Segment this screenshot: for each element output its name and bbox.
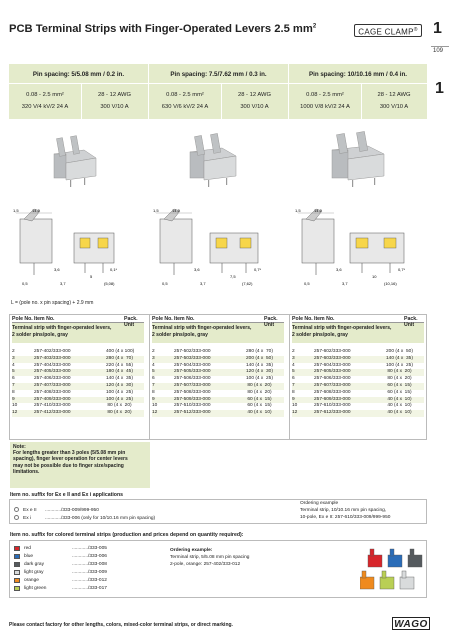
color-suffix-code: ............/333-005 xyxy=(72,546,107,551)
pack-unit: 60 (4 x 15) xyxy=(246,403,272,409)
cage-clamp-badge: CAGE CLAMP® xyxy=(354,24,422,37)
circle-icon xyxy=(14,515,19,520)
color-name: light gray xyxy=(24,570,44,575)
item-number: 257-402/333-000 xyxy=(34,349,71,354)
page-number: 109 xyxy=(433,48,444,54)
color-swatch xyxy=(14,562,20,567)
dim-label: 3,6 xyxy=(54,267,60,272)
product-photo-5mm xyxy=(40,128,110,188)
pole-number: 8 xyxy=(12,389,15,395)
spec-col-5mm xyxy=(9,64,148,119)
header-pack: Pack. Unit xyxy=(124,316,138,328)
color-swatch xyxy=(14,578,20,583)
pack-unit: 80 (4 x 20) xyxy=(246,382,272,388)
table-column xyxy=(152,314,284,417)
ordering-line: 2-pole, orange: 257-402/333-012 xyxy=(170,562,241,567)
table-row xyxy=(12,390,144,397)
description-line: 2 solder pins/pole, gray xyxy=(292,331,348,338)
pack-unit: 200 (4 x 50) xyxy=(386,349,413,354)
dim-label: (5,08) xyxy=(104,281,115,286)
dim-label: 3,7 xyxy=(200,281,206,286)
pack-unit: 100 (4 x 25) xyxy=(106,389,133,395)
table-row xyxy=(292,410,424,417)
table-row xyxy=(12,410,144,417)
ex-suffix-title: Item no. suffix for Ex e II and Ex i applications xyxy=(10,492,123,498)
color-row xyxy=(14,562,107,569)
description-line: Terminal strip with finger-operated levers, xyxy=(12,325,112,331)
pole-number: 4 xyxy=(292,362,295,368)
pack-unit: 100 (4 x 25) xyxy=(246,376,273,382)
pole-number: 10 xyxy=(292,403,298,409)
note-line: spacing), finger lever operation for center levers xyxy=(13,456,128,463)
item-number: 257-606/333-000 xyxy=(314,376,351,382)
pole-number: 12 xyxy=(152,410,158,416)
item-number: 257-409/333-000 xyxy=(34,396,71,402)
pack-unit: 60 (4 x 15) xyxy=(386,382,412,388)
item-number: 257-502/333-000 xyxy=(174,349,211,354)
pole-number: 5 xyxy=(292,369,295,375)
pole-number: 9 xyxy=(152,396,155,402)
pack-unit: 40 (4 x 10) xyxy=(246,410,272,416)
dim-label: 0,5 xyxy=(22,281,28,286)
pole-number: 3 xyxy=(292,355,295,361)
divider xyxy=(81,83,82,119)
dim-label: 3,7 xyxy=(342,281,348,286)
spec-rating-iec: 1000 V/8 kV/2 24 A xyxy=(300,104,350,110)
spec-range: 0.08 - 2.5 mm² xyxy=(306,92,344,98)
spec-col-10mm xyxy=(289,64,427,119)
note-line: Note: xyxy=(13,444,26,450)
pole-number: 9 xyxy=(292,396,295,402)
color-swatch xyxy=(14,554,20,559)
spec-awg: 28 - 12 AWG xyxy=(238,92,271,98)
divider xyxy=(431,46,449,47)
circle-icon xyxy=(14,507,19,512)
description-line: 2 solder pins/pole, gray xyxy=(12,331,68,338)
ex-suffix-label: Ex i xyxy=(23,515,31,521)
pack-unit: 140 (4 x 35) xyxy=(106,376,133,382)
color-suffix-title: Item no. suffix for colored terminal strips (production and prices depend on quantity required): xyxy=(10,532,244,538)
header-pole: Pole No. xyxy=(12,316,33,322)
pack-unit: 280 (4 x 70) xyxy=(246,349,273,354)
dim-label: 5 xyxy=(90,274,93,279)
ordering-line: Terminal strip, 10/10.16 mm pin spacing, xyxy=(300,508,387,513)
item-number: 257-602/333-000 xyxy=(314,349,351,354)
dim-label: (10,16) xyxy=(384,281,397,286)
header-item: Item No. xyxy=(34,316,55,322)
ex-suffix-note: (only for 10/10.16 mm pin spacing) xyxy=(81,515,156,521)
item-number: 257-407/333-000 xyxy=(34,382,71,388)
pole-number: 9 xyxy=(12,396,15,402)
table-row xyxy=(292,390,424,397)
divider xyxy=(148,64,149,119)
item-number: 257-510/333-000 xyxy=(174,403,211,409)
ex-suffix-row xyxy=(14,507,99,513)
length-formula: L = (pole no. x pin spacing) + 2.9 mm xyxy=(11,300,94,306)
spec-rating-ul: 300 V/10 A xyxy=(240,104,269,110)
dim-label: 14,2 xyxy=(314,208,322,213)
item-number: 257-505/333-000 xyxy=(174,369,211,375)
terminal-block xyxy=(368,549,382,567)
dimension-drawing-10mm xyxy=(292,205,422,295)
note-box xyxy=(10,442,150,488)
ex-suffix-code: /333-006 xyxy=(61,515,80,521)
pack-unit: 80 (4 x 20) xyxy=(246,389,272,395)
pack-unit: 400 (4 x 100) xyxy=(106,349,135,354)
leader-dots: ............ xyxy=(45,507,61,513)
table-row xyxy=(12,356,144,363)
color-swatch xyxy=(14,570,20,575)
item-number: 257-608/333-000 xyxy=(314,389,351,395)
color-name: dark gray xyxy=(24,562,44,567)
spec-rating-ul: 300 V/10 A xyxy=(379,104,409,110)
note-line: may not be possible due to finger size/spacing xyxy=(13,462,124,469)
item-number: 257-508/333-000 xyxy=(174,389,211,395)
ordering-title: Ordering example: xyxy=(170,548,213,553)
pack-unit: 120 (4 x 30) xyxy=(246,369,273,375)
pack-unit: 220 (4 x 55) xyxy=(106,362,133,368)
table-row xyxy=(292,376,424,383)
header-item: Item No. xyxy=(174,316,195,322)
spec-rating-iec: 630 V/6 kV/2 24 A xyxy=(161,104,209,110)
pack-unit: 180 (4 x 45) xyxy=(106,369,133,375)
dim-label: 14,2 xyxy=(32,208,40,213)
spec-heading: Pin spacing: 7.5/7.62 mm / 0.3 in. xyxy=(170,71,267,78)
item-number: 257-605/333-000 xyxy=(314,369,351,375)
table-row xyxy=(152,383,284,390)
item-number: 257-603/333-000 xyxy=(314,355,351,361)
table-column xyxy=(292,314,424,417)
color-row xyxy=(14,546,107,553)
spec-awg: 28 - 12 AWG xyxy=(377,92,411,98)
table-row xyxy=(152,349,284,356)
color-suffix-code: ............/333-008 xyxy=(72,562,107,567)
spec-awg: 28 - 12 AWG xyxy=(98,92,131,98)
item-number: 257-507/333-000 xyxy=(174,382,211,388)
pole-number: 2 xyxy=(152,349,155,354)
item-number: 257-410/333-000 xyxy=(34,403,71,409)
section-number: 1 xyxy=(433,20,442,37)
table-row xyxy=(292,383,424,390)
item-number: 257-607/333-000 xyxy=(314,382,351,388)
pole-number: 3 xyxy=(12,355,15,361)
pack-unit: 40 (4 x 10) xyxy=(386,403,412,409)
dim-label: 3,6 xyxy=(336,267,342,272)
pole-number: 7 xyxy=(292,382,295,388)
footer-note: Please contact factory for other lengths, colors, mixed-color terminal strips, or direct marking. xyxy=(9,622,233,628)
color-suffix-code: ............/333-009 xyxy=(72,570,107,575)
spec-rating-iec: 320 V/4 kV/2 24 A xyxy=(21,104,69,110)
color-name: orange xyxy=(24,578,39,583)
header-pole: Pole No. xyxy=(292,316,313,322)
dim-label: 0,5 xyxy=(162,281,168,286)
note-line: limitations. xyxy=(13,468,40,475)
table-row xyxy=(12,383,144,390)
dim-label: 1,5 xyxy=(13,208,19,213)
table-row xyxy=(12,349,144,356)
color-row xyxy=(14,586,107,593)
pack-unit: 140 (4 x 35) xyxy=(386,355,413,361)
pack-unit: 80 (4 x 20) xyxy=(386,376,412,382)
table-row xyxy=(12,376,144,383)
wago-logo: WAGO xyxy=(392,617,430,630)
pack-unit: 80 (4 x 20) xyxy=(106,410,132,416)
pack-unit: 40 (4 x 10) xyxy=(386,410,412,416)
leader-dots: ............ xyxy=(45,515,61,521)
ex-suffix-row xyxy=(14,515,155,521)
description-line: 2 solder pins/pole, gray xyxy=(152,331,208,338)
dim-label: 3,6 xyxy=(194,267,200,272)
pole-number: 12 xyxy=(292,410,298,416)
description-line: Terminal strip with finger-operated levers, xyxy=(292,325,392,331)
item-number: 257-509/333-000 xyxy=(174,396,211,402)
pack-unit: 100 (4 x 25) xyxy=(106,396,133,402)
pole-number: 6 xyxy=(292,376,295,382)
pole-number: 6 xyxy=(12,376,15,382)
terminal-block xyxy=(380,571,394,589)
pack-unit: 100 (4 x 25) xyxy=(386,362,413,368)
ordering-title: Ordering example xyxy=(300,501,339,506)
pole-number: 6 xyxy=(152,376,155,382)
item-number: 257-609/333-000 xyxy=(314,396,351,402)
header-pack: Pack. Unit xyxy=(404,316,418,328)
dim-label: 7,5 xyxy=(230,274,236,279)
table-row xyxy=(292,356,424,363)
dim-label: 0,1* xyxy=(110,267,118,272)
product-photo-10mm xyxy=(322,128,392,188)
pack-unit: 60 (4 x 15) xyxy=(386,389,412,395)
dim-label: 1,5 xyxy=(153,208,159,213)
color-suffix-code: ............/333-017 xyxy=(72,586,107,591)
header-pole: Pole No. xyxy=(152,316,173,322)
table-column xyxy=(12,314,144,417)
terminal-block xyxy=(388,549,402,567)
pack-unit: 140 (4 x 35) xyxy=(246,362,273,368)
table-row xyxy=(152,390,284,397)
dim-label: 3,7 xyxy=(60,281,66,286)
dimension-drawing-7mm xyxy=(150,205,280,295)
pack-unit: 60 (4 x 15) xyxy=(246,396,272,402)
spec-heading: Pin spacing: 10/10.16 mm / 0.4 in. xyxy=(308,71,407,78)
pole-number: 10 xyxy=(152,403,158,409)
terminal-block xyxy=(360,571,374,589)
pole-number: 7 xyxy=(12,382,15,388)
item-number: 257-610/333-000 xyxy=(314,403,351,409)
table-row xyxy=(292,349,424,356)
color-suffix-code: ............/333-006 xyxy=(72,554,107,559)
divider xyxy=(221,83,222,119)
pole-number: 5 xyxy=(12,369,15,375)
item-number: 257-504/333-000 xyxy=(174,362,211,368)
item-number: 257-506/333-000 xyxy=(174,376,211,382)
divider xyxy=(289,314,290,440)
color-swatch xyxy=(14,586,20,591)
pole-number: 8 xyxy=(152,389,155,395)
pack-unit: 120 (4 x 30) xyxy=(106,382,133,388)
spec-band xyxy=(9,64,427,119)
color-row xyxy=(14,570,107,577)
item-number: 257-406/333-000 xyxy=(34,376,71,382)
item-number: 257-503/333-000 xyxy=(174,355,211,361)
pole-number: 8 xyxy=(292,389,295,395)
item-number: 257-512/333-000 xyxy=(174,410,211,416)
pole-number: 12 xyxy=(12,410,18,416)
header-pack: Pack. Unit xyxy=(264,316,278,328)
dim-label: 1,5 xyxy=(295,208,301,213)
dim-label: 0,7* xyxy=(254,267,262,272)
color-name: red xyxy=(24,546,31,551)
pole-number: 2 xyxy=(292,349,295,354)
table-row xyxy=(152,410,284,417)
product-photo-7mm xyxy=(178,128,248,188)
divider xyxy=(288,64,289,119)
item-number: 257-612/333-000 xyxy=(314,410,351,416)
item-number: 257-403/333-000 xyxy=(34,355,71,361)
colored-terminal-blocks-image xyxy=(360,543,424,595)
dim-label: 10 xyxy=(372,274,377,279)
dimension-drawing-5mm xyxy=(10,205,140,295)
item-number: 257-404/333-000 xyxy=(34,362,71,368)
pack-unit: 40 (4 x 10) xyxy=(386,396,412,402)
pole-number: 4 xyxy=(152,362,155,368)
pack-unit: 80 (4 x 20) xyxy=(106,403,132,409)
note-line: For lengths greater than 3 poles (5/5.08 mm pin xyxy=(13,450,126,457)
ordering-line: Terminal strip, 5/5.08 mm pin spacing xyxy=(170,555,250,560)
pack-unit: 280 (4 x 70) xyxy=(106,355,133,361)
dim-label: 0,7* xyxy=(398,267,406,272)
spec-range: 0.08 - 2.5 mm² xyxy=(166,92,204,98)
terminal-block xyxy=(408,549,422,567)
item-number: 257-408/333-000 xyxy=(34,389,71,395)
color-row xyxy=(14,554,107,561)
terminal-block xyxy=(400,571,414,589)
table-row xyxy=(152,376,284,383)
color-name: blue xyxy=(24,554,34,559)
color-swatch xyxy=(14,546,20,551)
table-row xyxy=(152,356,284,363)
item-number: 257-405/333-000 xyxy=(34,369,71,375)
pole-number: 10 xyxy=(12,403,18,409)
ex-suffix-label: Ex e II xyxy=(23,507,37,513)
pole-number: 3 xyxy=(152,355,155,361)
ex-suffix-code: /333-009/999-950 xyxy=(61,507,99,513)
spec-col-7mm xyxy=(149,64,288,119)
pole-number: 5 xyxy=(152,369,155,375)
item-number: 257-604/333-000 xyxy=(314,362,351,368)
spec-range: 0.08 - 2.5 mm² xyxy=(26,92,64,98)
section-tab-number: 1 xyxy=(435,80,444,97)
dim-label: 14,2 xyxy=(172,208,180,213)
divider xyxy=(149,314,150,440)
spec-rating-ul: 300 V/10 A xyxy=(100,104,129,110)
ordering-line: 10-pole, Ex e II: 257-610/333-009/999-950 xyxy=(300,515,391,520)
color-row xyxy=(14,578,107,585)
pack-unit: 80 (4 x 20) xyxy=(386,369,412,375)
header-item: Item No. xyxy=(314,316,335,322)
dim-label: (7,62) xyxy=(242,281,253,286)
spec-heading: Pin spacing: 5/5.08 mm / 0.2 in. xyxy=(32,71,125,78)
pole-number: 4 xyxy=(12,362,15,368)
description-line: Terminal strip with finger-operated levers, xyxy=(152,325,252,331)
dim-label: 0,5 xyxy=(304,281,310,286)
divider xyxy=(361,83,362,119)
pack-unit: 200 (4 x 50) xyxy=(246,355,273,361)
color-suffix-code: ............/333-012 xyxy=(72,578,107,583)
divider xyxy=(9,83,427,84)
page-title: PCB Terminal Strips with Finger-Operated Levers 2.5 $mm^2$ xyxy=(9,23,317,35)
pole-number: 7 xyxy=(152,382,155,388)
color-name: light green xyxy=(24,586,47,591)
item-number: 257-412/333-000 xyxy=(34,410,71,416)
pole-number: 2 xyxy=(12,349,15,354)
